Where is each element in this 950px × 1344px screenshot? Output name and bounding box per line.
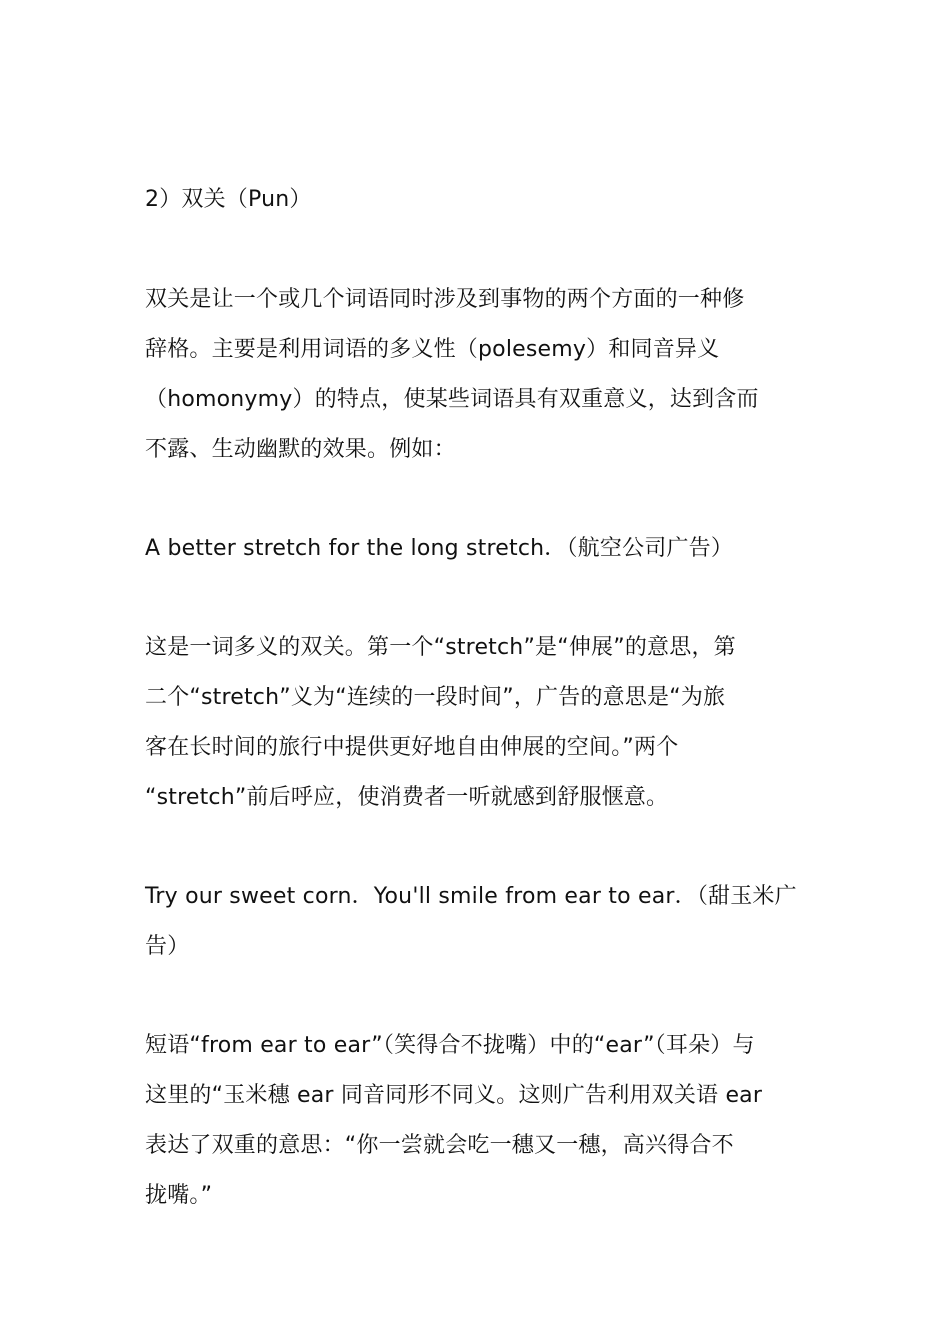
explanation-1-line: 二个“stretch”义为“连续的一段时间”，广告的意思是“为旅 [145,685,726,710]
intro-line: （homonymy）的特点，使某些词语具有双重意义，达到含而 [145,387,759,412]
explanation-2-line: 这里的“玉米穗 ear 同音同形不同义。这则广告利用双关语 ear [145,1083,763,1108]
intro-line: 辞格。主要是利用词语的多义性（polesemy）和同音异义 [145,337,720,362]
explanation-2-line: 拢嘴。” [145,1183,213,1208]
explanation-1-line: 这是一词多义的双关。第一个“stretch”是“伸展”的意思，第 [145,635,736,660]
explanation-1-line: 客在长时间的旅行中提供更好地自由伸展的空间。”两个 [145,735,679,760]
example-1: A better stretch for the long stretch．（航空公司广告） [145,536,734,561]
explanation-2-line: 短语“from ear to ear”（笑得合不拢嘴）中的“ear”（耳朵）与 [145,1033,755,1058]
explanation-1-line: “stretch”前后呼应，使消费者一听就感到舒服惬意。 [145,785,669,810]
intro-line: 不露、生动幽默的效果。例如： [145,437,456,462]
intro-line: 双关是让一个或几个词语同时涉及到事物的两个方面的一种修 [145,287,745,312]
example-2-line: 告） [145,934,190,959]
section-heading: 2）双关（Pun） [145,187,312,212]
example-2-line: Try our sweet corn．You'll smile from ear to ear．（甜玉米广 [145,884,797,909]
explanation-2-line: 表达了双重的意思：“你一尝就会吃一穗又一穗，高兴得合不 [145,1133,734,1158]
